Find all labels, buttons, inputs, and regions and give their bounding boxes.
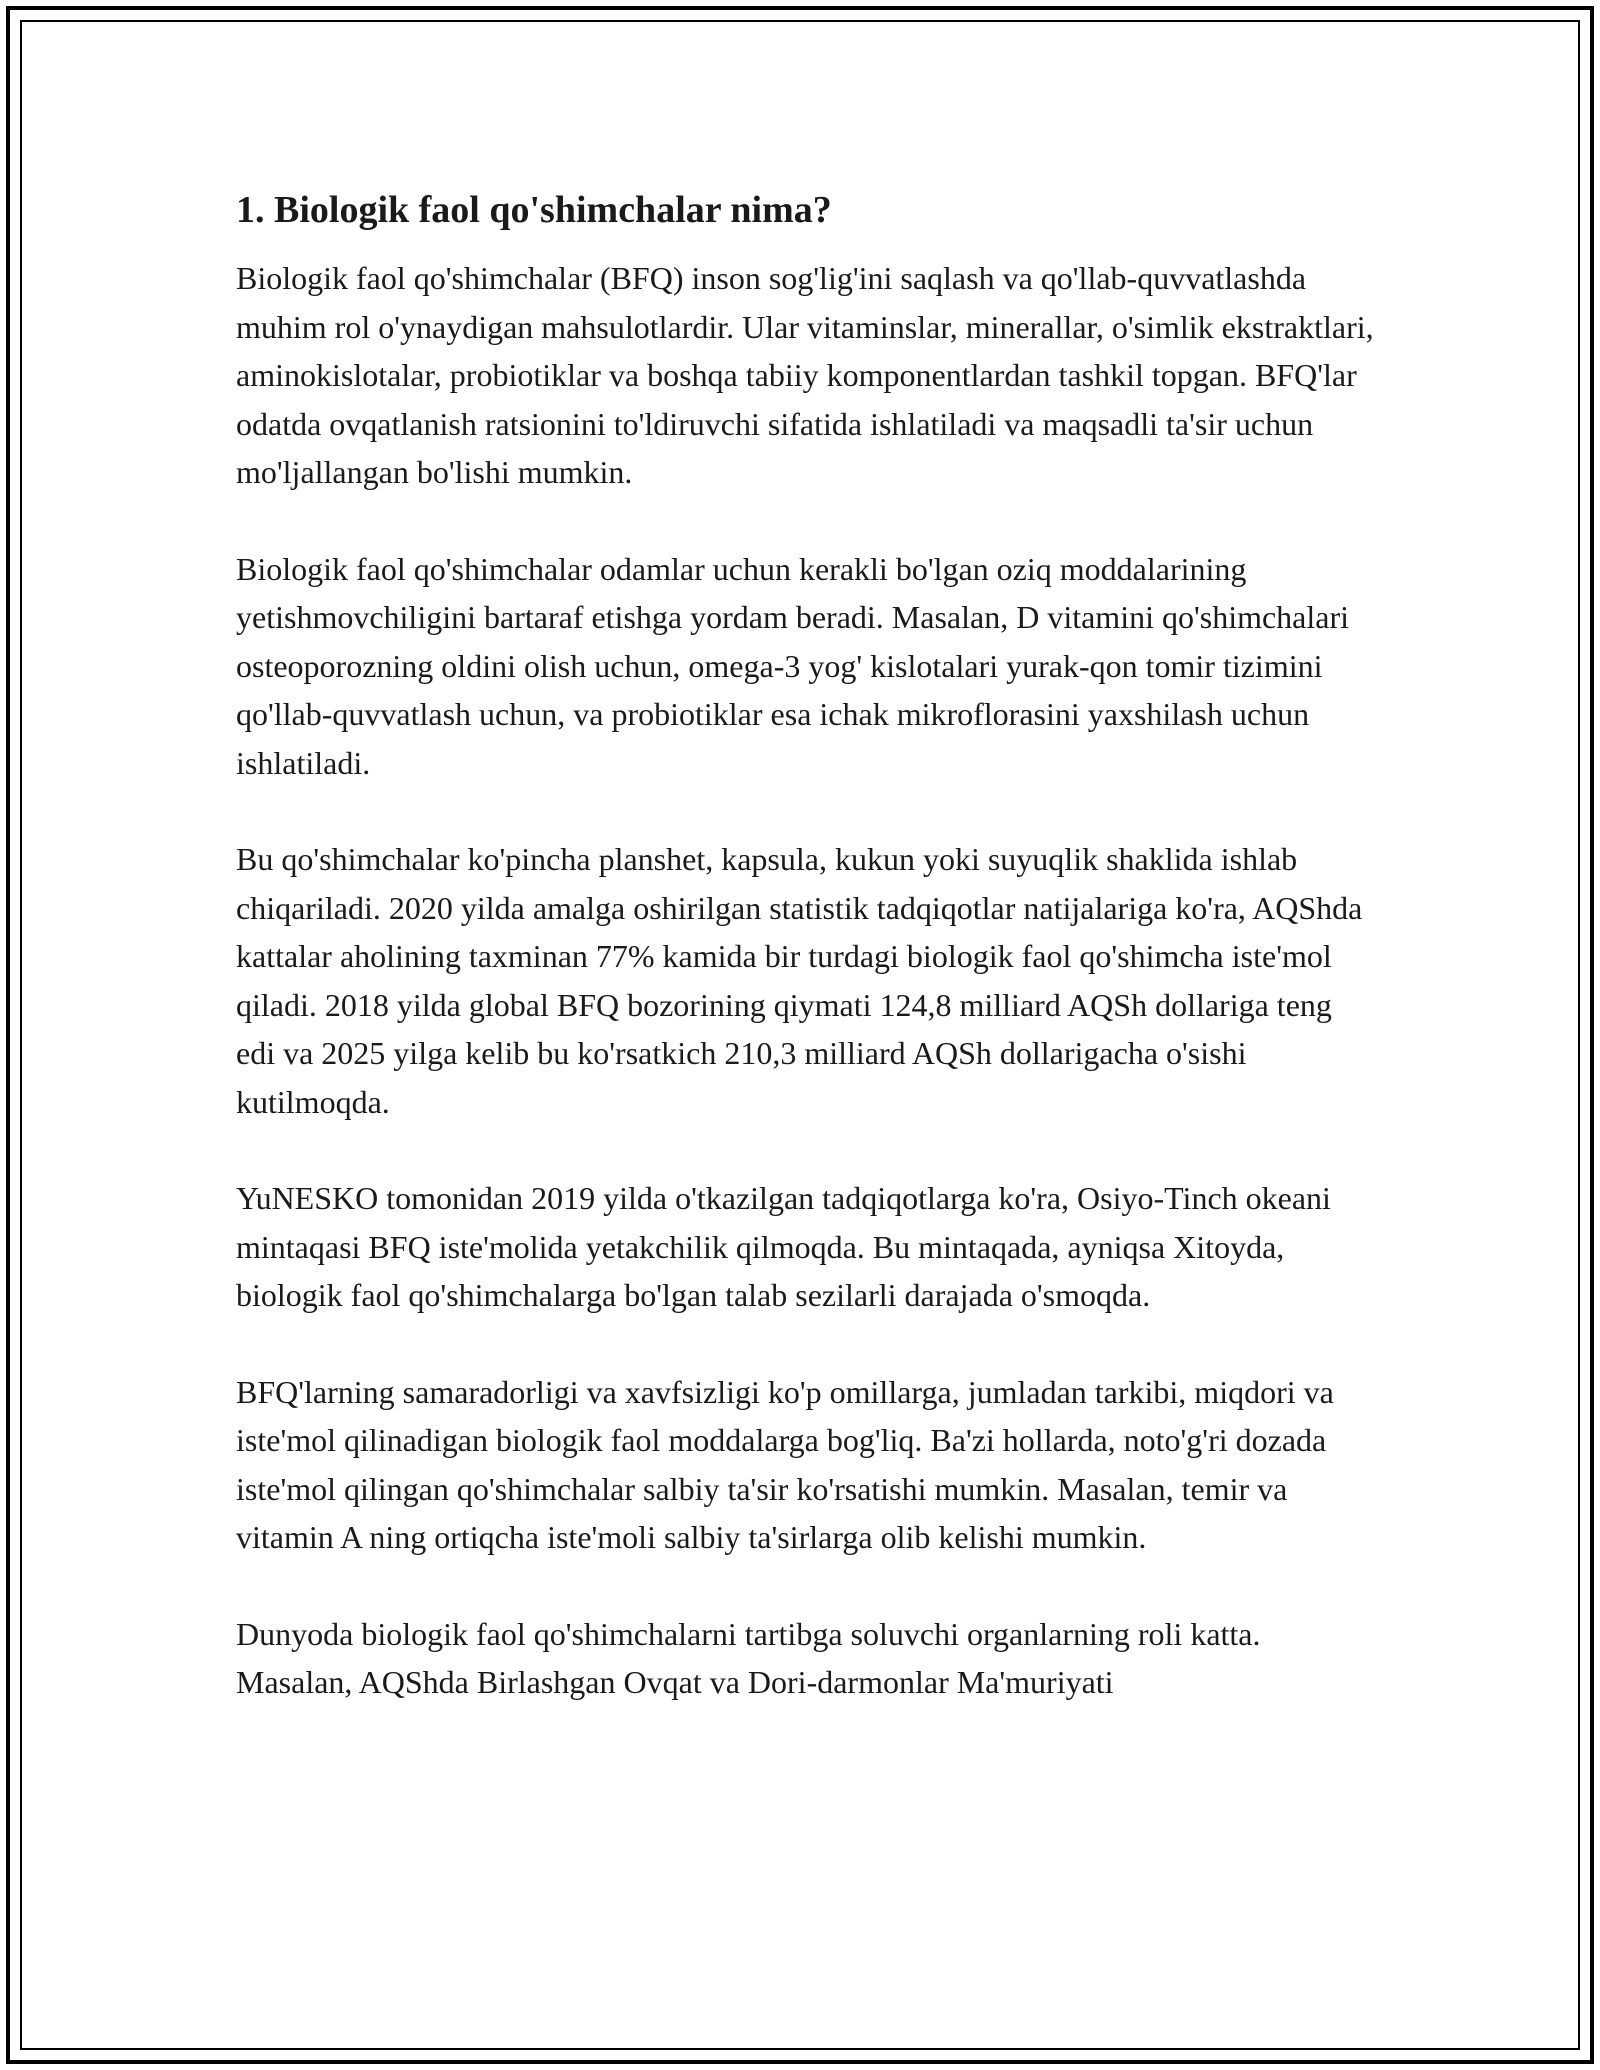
paragraph-2: Biologik faol qo'shimchalar odamlar uchun kerakli bo'lgan oziq moddalarining yetishmovchiligini bartaraf etishga yordam beradi. Masalan, D vitamini qo'shimchalari osteoporozning oldini olish uchun, omega-3 yog' kislotalari yurak-qon tomir tizimini qo'llab-quvvatlash uchun, va probiotiklar esa ichak mikroflorasini yaxshilash uchun ishlatiladi. [236,550,1350,781]
document-body [236,186,1376,1755]
section-heading: 1. Biologik faol qo'shimchalar nima? [236,189,832,231]
paragraph-6: Dunyoda biologik faol qo'shimchalarni tartibga soluvchi organlarning roli katta. Masalan, AQShda Birlashgan Ovqat va Dori-darmonlar Ma'muriyati [236,1615,1261,1700]
paragraph-3: Bu qo'shimchalar ko'pincha planshet, kapsula, kukun yoki suyuqlik shaklida ishlab chiqariladi. 2020 yilda amalga oshirilgan statistik tadqiqotlar natijalariga ko'ra, AQShda kattalar aholining taxminan 77% kamida bir turdagi biologik faol qo'shimcha iste'mol qiladi. 2018 yilda global BFQ bozorining qiymati 124,8 milliard AQSh dollariga teng edi va 2025 yilga kelib bu ko'rsatkich 210,3 milliard AQSh dollarigacha o'sishi kutilmoqda. [236,841,1363,1120]
paragraph-4: YuNESKO tomonidan 2019 yilda o'tkazilgan tadqiqotlarga ko'ra, Osiyo-Tinch okeani mintaqasi BFQ iste'molida yetakchilik qilmoqda. Bu mintaqada, ayniqsa Xitoyda, biologik faol qo'shimchalarga bo'lgan talab sezilarli darajada o'smoqda. [236,1180,1331,1313]
paragraph-5: BFQ'larning samaradorligi va xavfsizligi ko'p omillarga, jumladan tarkibi, miqdori va iste'mol qilinadigan biologik faol moddalarga bog'liq. Ba'zi hollarda, noto'g'ri dozada iste'mol qilingan qo'shimchalar salbiy ta'sir ko'rsatishi mumkin. Masalan, temir va vitamin A ning ortiqcha iste'moli salbiy ta'sirlarga olib kelishi mumkin. [236,1373,1334,1555]
paragraph-1: Biologik faol qo'shimchalar (BFQ) inson sog'lig'ini saqlash va qo'llab-quvvatlashda muhim rol o'ynaydigan mahsulotlardir. Ular vitaminslar, minerallar, o'simlik ekstraktlari, aminokislotalar, probiotiklar va boshqa tabiiy komponentlardan tashkil topgan. BFQ'lar odatda ovqatlanish ratsionini to'ldiruvchi sifatida ishlatiladi va maqsadli ta'sir uchun mo'ljallangan bo'lishi mumkin. [236,260,1374,490]
